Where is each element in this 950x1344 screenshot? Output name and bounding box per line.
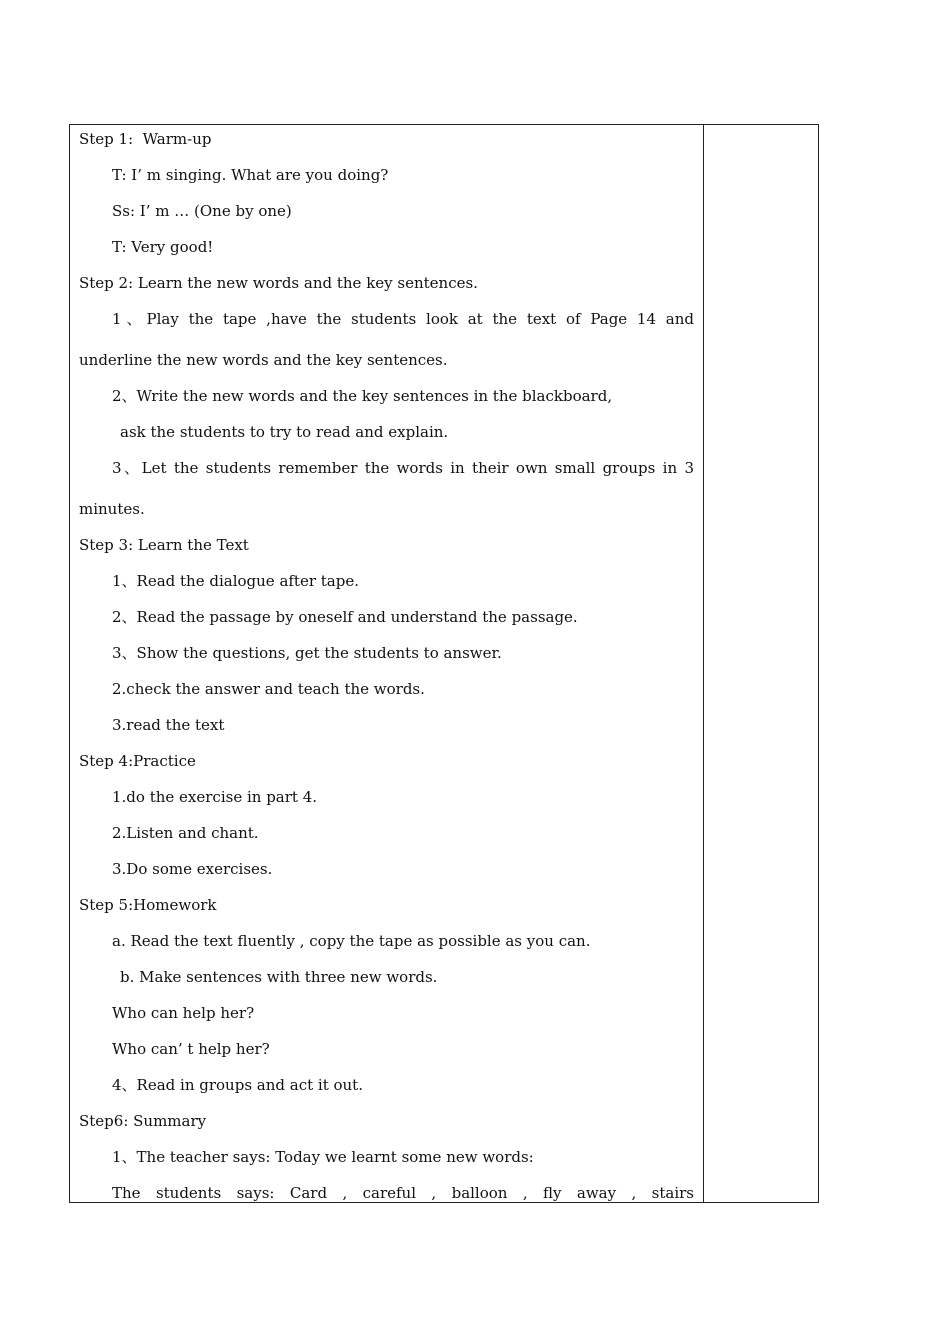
step5-item: Who can’ t help her? [112,1040,270,1058]
step4-item: 2.Listen and chant. [112,824,259,842]
step3-item: 3、Show the questions, get the students to answer. [112,644,502,662]
step5-item: b. Make sentences with three new words. [120,968,438,986]
step5-item: a. Read the text fluently , copy the tape as possible as you can. [112,932,591,950]
dialogue-line: T: Very good! [112,238,214,256]
dialogue-line: T: I’ m singing. What are you doing? [112,166,389,184]
step2-heading: Step 2: Learn the new words and the key sentences. [79,274,478,292]
step6-item: 1、The teacher says: Today we learnt some new words: [112,1148,534,1166]
step3-heading: Step 3: Learn the Text [79,536,249,554]
step3-item: 2、Read the passage by oneself and understand the passage. [112,608,578,626]
step4-heading: Step 4:Practice [79,752,196,770]
step3-item: 2.check the answer and teach the words. [112,680,425,698]
step2-item-continued: minutes. [79,500,145,518]
step5-item: 4、Read in groups and act it out. [112,1076,363,1094]
step5-heading: Step 5:Homework [79,896,217,914]
step4-item: 3.Do some exercises. [112,860,273,878]
step1-heading: Step 1: Warm-up [79,130,212,148]
step4-item: 1.do the exercise in part 4. [112,788,318,806]
step2-item-continued: underline the new words and the key sentences. [79,351,448,369]
lesson-steps-cell [70,125,703,1202]
step5-item: Who can help her? [112,1004,255,1022]
step3-item: 1、Read the dialogue after tape. [112,572,359,590]
step6-item: The students says: Card , careful , balloon , fly away , stairs [112,1184,694,1202]
notes-cell [704,125,818,1202]
step3-item: 3.read the text [112,716,225,734]
step2-item: 2、Write the new words and the key sentences in the blackboard, [112,387,613,405]
lesson-plan-table [69,124,819,1203]
step2-item: 3、Let the students remember the words in their own small groups in 3 [112,459,694,477]
step2-item-continued: ask the students to try to read and explain. [120,423,449,441]
step6-heading: Step6: Summary [79,1112,207,1130]
dialogue-line: Ss: I’ m … (One by one) [112,202,292,220]
step2-item: 1、Play the tape ,have the students look at the text of Page 14 and [112,310,694,328]
